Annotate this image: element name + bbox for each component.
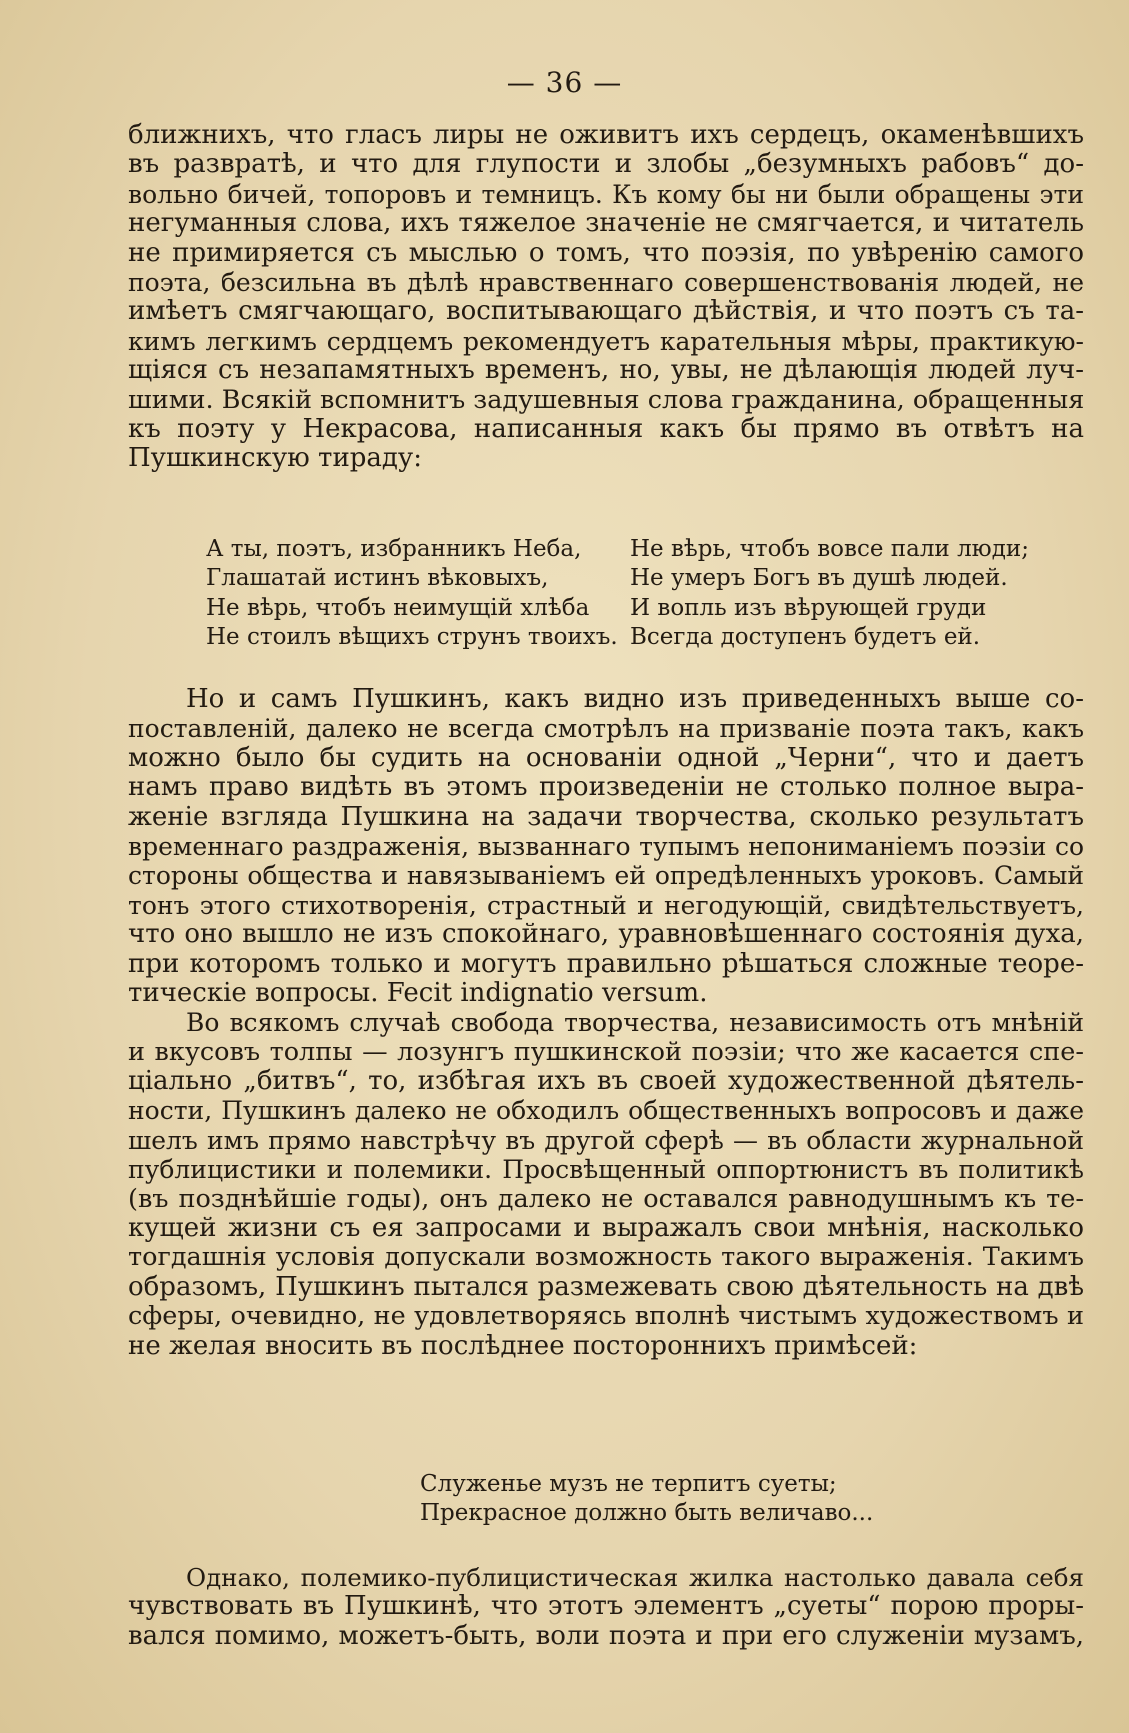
verse-line: Служенье музъ не терпитъ суеты; [420, 1471, 837, 1497]
text-line: ности, Пушкинъ далеко не обходилъ общественныхъ вопросовъ и даже [128, 1096, 1084, 1126]
verse-line: И вопль изъ вѣрующей груди [630, 594, 987, 621]
verse-line: Не стоилъ вѣщихъ струнъ твоихъ. [206, 624, 618, 651]
text-line: не примиряется съ мыслью о томъ, что поэзія, по увѣренію самого [128, 237, 1084, 268]
text-line: и вкусовъ толпы — лозунгъ пушкинской поэзіи; что же касается спе- [128, 1036, 1084, 1067]
paragraph-3 [128, 1563, 1084, 1651]
text-line: негуманныя слова, ихъ тяжелое значеніе не смягчается, и читатель [128, 208, 1084, 239]
text-line: публицистики и полемики. Просвѣщенный оппортюнистъ въ политикѣ [128, 1155, 1084, 1185]
text-line: намъ право видѣть въ этомъ произведеніи не столько полное выра- [128, 772, 1084, 803]
text-line: можно было бы судить на основаніи одной „Черни“, что и даетъ [128, 742, 1084, 773]
verse-line: Всегда доступенъ будетъ ей. [630, 624, 981, 651]
verse-column-left [206, 535, 626, 653]
text-line: щіяся съ незапамятныхъ временъ, но, увы, не дѣлающія людей луч- [128, 355, 1084, 386]
text-line: въ развратѣ, и что для глупости и злобы „безумныхъ рабовъ“ до- [128, 149, 1084, 180]
text-line: (въ позднѣйшіе годы), онъ далеко не оставался равнодушнымъ къ те- [128, 1183, 1084, 1214]
text-line: шими. Всякій вспомнитъ задушевныя слова гражданина, обращенныя [128, 384, 1085, 415]
text-line: Однако, полемико-публицистическая жилка настолько давала себя [186, 1563, 1084, 1592]
text-line: тонъ этого стихотворенія, страстный и негодующій, свидѣтельствуетъ, [128, 890, 1084, 920]
verse-column-right [630, 535, 1050, 653]
text-line: вольно бичей, топоровъ и темницъ. Къ кому бы ни были обращены эти [128, 179, 1084, 209]
text-line: не желая вносить въ послѣднее постороннихъ примѣсей: [128, 1330, 918, 1361]
text-line: при которомъ только и могутъ правильно рѣшаться сложные теоре- [128, 948, 1084, 979]
text-line: тогдашнія условія допускали возможность такого выраженія. Такимъ [128, 1242, 1084, 1273]
text-line: имѣетъ смягчающаго, воспитывающаго дѣйствія, и что поэтъ съ та- [128, 296, 1084, 327]
verse-quote-pushkin [420, 1470, 1020, 1529]
paragraph-2 [128, 685, 1084, 1361]
text-line: ціально „битвъ“, то, избѣгая ихъ въ своей художественной дѣятель- [128, 1066, 1084, 1097]
text-line: Пушкинскую тираду: [128, 443, 422, 474]
page-number: — 36 — [506, 66, 623, 99]
text-line: тическіе вопросы. Fecit indignatio versum. [128, 977, 708, 1008]
text-line: вался помимо, можетъ-быть, воли поэта и при его служеніи музамъ, [128, 1620, 1084, 1651]
text-line: Но и самъ Пушкинъ, какъ видно изъ приведенныхъ выше со- [186, 684, 1084, 714]
text-line: поставленій, далеко не всегда смотрѣлъ на призваніе поэта такъ, какъ [128, 714, 1084, 744]
text-line: поэта, безсильна въ дѣлѣ нравственнаго совершенствованія людей, не [128, 267, 1084, 297]
verse-line: Не умеръ Богъ въ душѣ людей. [630, 565, 1008, 592]
text-line: сферы, очевидно, не удовлетворяясь вполнѣ чистымъ художествомъ и [128, 1301, 1084, 1332]
text-line: къ поэту у Некрасова, написанныя какъ бы прямо въ отвѣтъ на [128, 413, 1084, 444]
paragraph-1 [128, 121, 1084, 474]
text-line: чувствовать въ Пушкинѣ, что этотъ элементъ „суеты“ порою проры- [128, 1591, 1084, 1622]
text-line: стороны общества и навязываніемъ ей опредѣленныхъ уроковъ. Самый [128, 861, 1084, 891]
verse-line: А ты, поэтъ, избранникъ Неба, [206, 536, 582, 562]
text-line: кимъ легкимъ сердцемъ рекомендуетъ карательныя мѣры, практикую- [128, 326, 1084, 356]
text-line: шелъ имъ прямо навстрѣчу въ другой сферѣ — въ области журнальной [128, 1125, 1084, 1155]
text-line: ближнихъ, что гласъ лиры не оживитъ ихъ сердецъ, окаменѣвшихъ [128, 120, 1084, 150]
text-line: образомъ, Пушкинъ пытался размежевать свою дѣятельность на двѣ [128, 1271, 1084, 1302]
text-line: временнаго раздраженія, вызваннаго тупымъ непониманіемъ поэзіи со [128, 831, 1084, 861]
verse-line: Прекрасное должно быть величаво... [420, 1500, 874, 1527]
text-line: женіе взгляда Пушкина на задачи творчества, сколько результатъ [128, 801, 1084, 832]
text-line: что оно вышло не изъ спокойнаго, уравновѣшеннаго состоянія духа, [128, 919, 1084, 950]
text-line: Во всякомъ случаѣ свобода творчества, независимость отъ мнѣній [186, 1008, 1084, 1038]
text-line: кущей жизни съ ея запросами и выражалъ свои мнѣнія, насколько [128, 1213, 1084, 1244]
verse-line: Не вѣрь, чтобъ вовсе пали люди; [630, 536, 1029, 562]
verse-line: Глашатай истинъ вѣковыхъ, [206, 565, 549, 592]
verse-line: Не вѣрь, чтобъ неимущій хлѣба [206, 594, 590, 621]
